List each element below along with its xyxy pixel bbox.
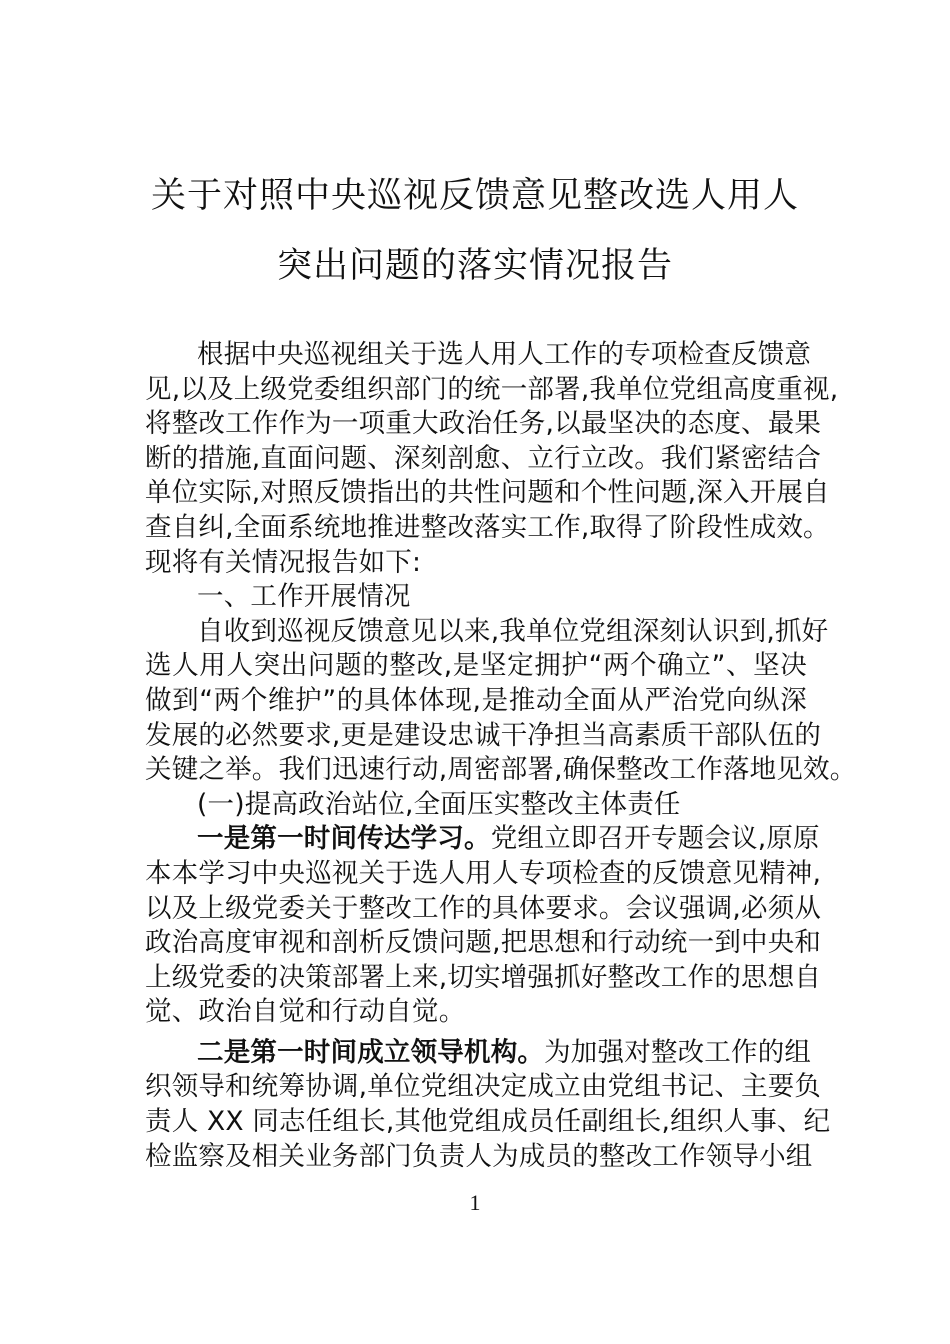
point-2-first-line bbox=[145, 1036, 812, 1071]
point-2-line: 织领导和统筹协调,单位党组决定成立由党组书记、主要负 bbox=[145, 1071, 822, 1103]
section-heading: 一、工作开展情况 bbox=[197, 581, 411, 613]
section-paragraph-line: 选人用人突出问题的整改,是坚定拥护“两个确立”、坚决 bbox=[145, 650, 807, 682]
point-2-line: 检监察及相关业务部门负责人为成员的整改工作领导小组 bbox=[145, 1140, 813, 1172]
intro-line: 将整改工作作为一项重大政治任务,以最坚决的态度、最果 bbox=[145, 408, 822, 440]
point-1-bold-lead: 一是第一时间传达学习。 bbox=[197, 823, 491, 855]
section-paragraph-line: 自收到巡视反馈意见以来,我单位党组深刻认识到,抓好 bbox=[197, 615, 829, 647]
page-number: 1 bbox=[469, 1190, 481, 1215]
point-1-line: 以及上级党委关于整改工作的具体要求。会议强调,必须从 bbox=[145, 892, 822, 924]
intro-line: 断的措施,直面问题、深刻剖愈、立行立改。我们紧密结合 bbox=[145, 442, 822, 474]
point-1-line: 上级党委的决策部署上来,切实增强抓好整改工作的思想自 bbox=[145, 961, 822, 993]
section-paragraph-line: 发展的必然要求,更是建设忠诚干净担当高素质干部队伍的 bbox=[145, 719, 822, 751]
point-2-line: 责人 XX 同志任组长,其他党组成员任副组长,组织人事、纪 bbox=[145, 1106, 831, 1138]
intro-line: 见,以及上级党委组织部门的统一部署,我单位党组高度重视, bbox=[145, 373, 839, 405]
document-title-line-1: 关于对照中央巡视反馈意见整改选人用人 bbox=[150, 176, 799, 216]
intro-line: 单位实际,对照反馈指出的共性问题和个性问题,深入开展自 bbox=[145, 477, 830, 509]
document-body bbox=[145, 338, 857, 1174]
point-1-first-line bbox=[145, 822, 820, 857]
point-2-lead-rest: 为加强对整改工作的组 bbox=[544, 1036, 812, 1068]
point-1-line: 本本学习中央巡视关于选人用人专项检查的反馈意见精神, bbox=[145, 857, 822, 889]
intro-line: 根据中央巡视组关于选人用人工作的专项检查反馈意 bbox=[197, 339, 812, 370]
document-title-line-2: 突出问题的落实情况报告 bbox=[276, 246, 673, 286]
subsection-heading: (一)提高政治站位,全面压实整改主体责任 bbox=[197, 788, 681, 820]
point-1-line: 觉、政治自觉和行动自觉。 bbox=[145, 996, 466, 1028]
intro-line: 现将有关情况报告如下: bbox=[145, 546, 422, 578]
point-1-line: 政治高度审视和剖析反馈问题,把思想和行动统一到中央和 bbox=[145, 927, 822, 959]
section-paragraph-line: 做到“两个维护”的具体体现,是推动全面从严治党向纵深 bbox=[145, 684, 807, 716]
point-2-bold-lead: 二是第一时间成立领导机构。 bbox=[197, 1036, 545, 1068]
intro-line: 查自纠,全面系统地推进整改落实工作,取得了阶段性成效。 bbox=[145, 511, 830, 543]
section-paragraph-line: 关键之举。我们迅速行动,周密部署,确保整改工作落地见效。 bbox=[145, 754, 857, 786]
point-1-lead-rest: 党组立即召开专题会议,原原 bbox=[490, 823, 820, 855]
